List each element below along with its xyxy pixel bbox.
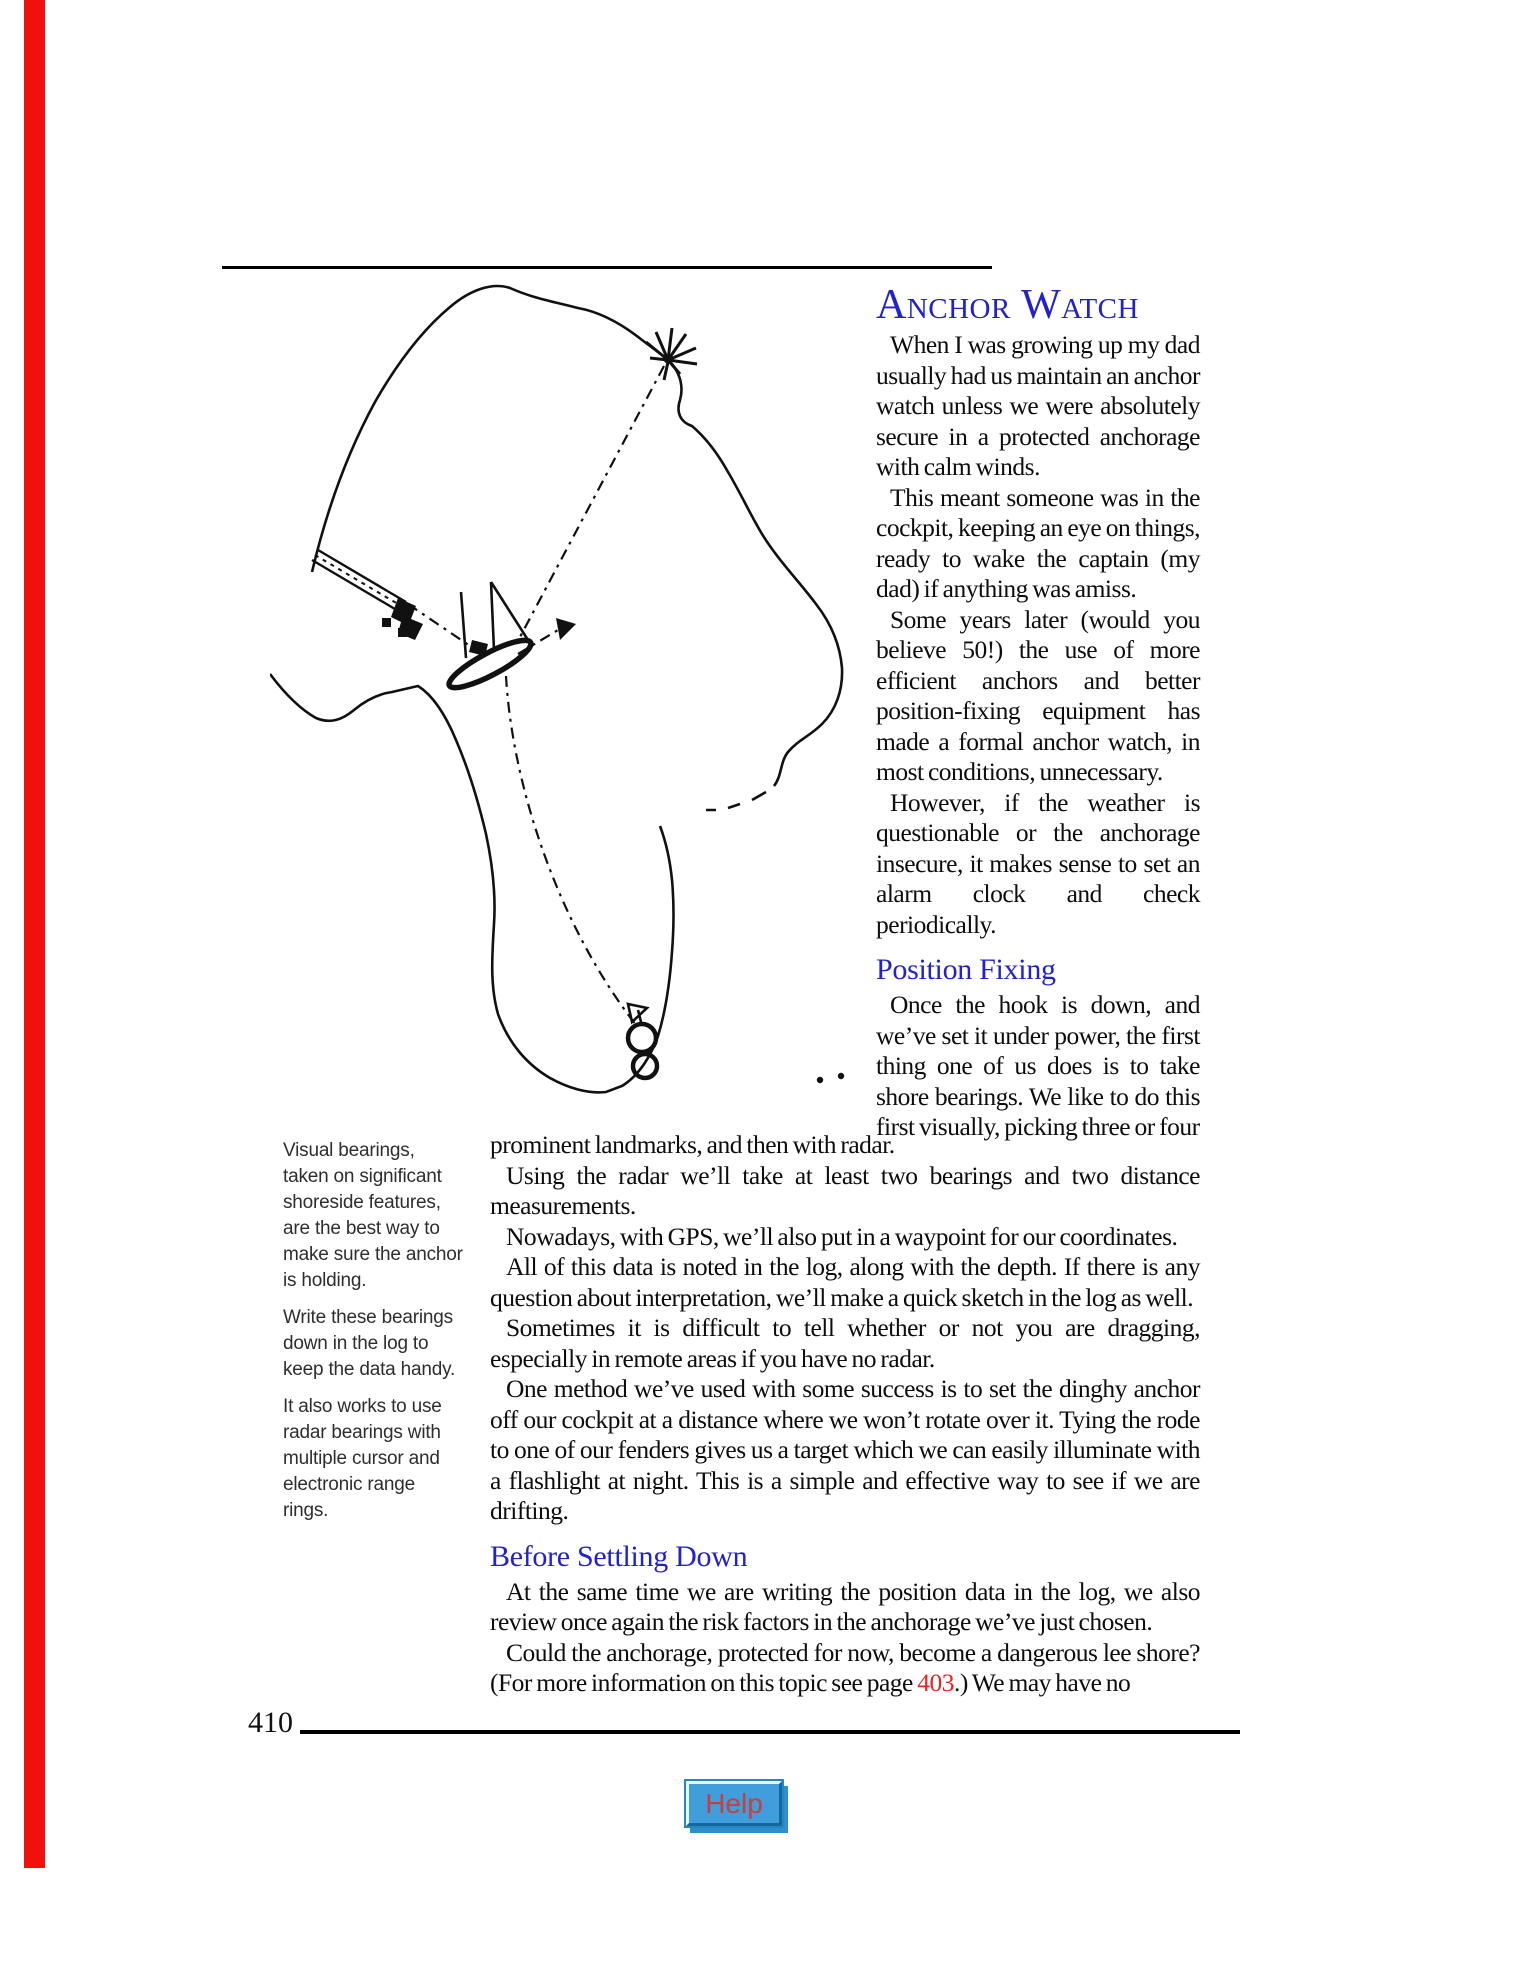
bearing-line-to-buoy — [506, 676, 636, 1025]
page-number: 410 — [248, 1706, 293, 1739]
margin-note: Write these bearings down in the log to keep the data handy. — [283, 1307, 456, 1380]
body-paragraph: At the same time we are writing the position data in the log, we also review once again the risk factors in the anchorage we’ve just chosen. — [490, 1576, 1200, 1636]
margin-note-sidebar — [283, 1138, 465, 1535]
body-paragraph-with-link — [490, 1638, 1200, 1699]
article-wide-block — [490, 1130, 1200, 1699]
section-heading-before-settling-down: Before Settling Down — [490, 1539, 748, 1573]
anchorage-bearings-illustration — [270, 262, 870, 1112]
margin-note: It also works to use radar bearings with multiple cursor and electronic range rings. — [283, 1396, 442, 1521]
article-title: Anchor Watch — [876, 282, 1139, 328]
continuation-line: prominent landmarks, and then with radar. — [490, 1130, 895, 1159]
intro-paragraph: Some years later (would you believe 50!) the use of more efficient anchors and better position-fixing equipment has made a formal anchor watch, in most conditions, unnecessary. — [876, 604, 1200, 786]
help-button[interactable]: Help — [686, 1781, 782, 1826]
palm-tree-icon — [646, 328, 697, 380]
section-heading-position-fixing: Position Fixing — [876, 953, 1056, 986]
body-paragraph: Using the radar we’ll take at least two bearings and two distance measurements. — [490, 1160, 1200, 1220]
body-paragraph: Sometimes it is difficult to tell whether or not you are dragging, especially in remote areas if you have no radar. — [490, 1313, 1200, 1373]
bearing-line-to-tree — [520, 366, 664, 637]
body-paragraph: Nowadays, with GPS, we’ll also put in a waypoint for our coordinates. — [506, 1221, 1178, 1251]
dock-icon — [312, 550, 423, 640]
body-paragraph: All of this data is noted in the log, along with the depth. If there is any question about interpretation, we’ll make a quick sketch in the log as well. — [490, 1252, 1200, 1312]
footer-rule — [300, 1730, 1240, 1734]
last-paragraph-end: .) We may have no — [953, 1668, 1131, 1697]
position-fixing-column-paragraph: Once the hook is down, and we’ve set it under power, the first thing one of us does is to take shore bearings. We like to do this first visually, picking three or four — [876, 990, 1200, 1141]
island-coastline-dashes — [706, 792, 766, 810]
island-coastline — [312, 286, 842, 786]
intro-paragraph: This meant someone was in the cockpit, keeping an eye on things, ready to wake the captain (my dad) if anything was amiss. — [876, 482, 1200, 603]
swing-arrow-head — [556, 618, 576, 640]
intro-paragraph: When I was growing up my dad usually had us maintain an anchor watch unless we were absolutely secure in a protected anchorage with calm winds. — [876, 330, 1200, 481]
bay-shoreline — [270, 674, 674, 1092]
chapter-edge-bar — [24, 0, 45, 1868]
article-column — [876, 282, 1200, 1143]
body-paragraph: One method we’ve used with some success is to set the dinghy anchor off our cockpit at a distance where we won’t rotate over it. Tying the rode to one of our fenders gives us a target which we can easily illuminate with a flashlight at night. This is a simple and effective way to see if we are drifting. — [490, 1374, 1200, 1525]
chart-dots — [817, 1073, 844, 1083]
margin-note: Visual bearings, taken on significant shoreside features, are the best way to make sure the anchor is holding. — [283, 1140, 463, 1291]
last-paragraph-start: Could the anchorage, protected for now, become a dangerous lee shore? (For more information on this topic see page — [490, 1637, 1200, 1697]
intro-paragraph: However, if the weather is questionable or the anchorage insecure, it makes sense to set an alarm clock and check periodically. — [876, 787, 1200, 939]
page-403-link[interactable]: 403 — [917, 1668, 954, 1697]
